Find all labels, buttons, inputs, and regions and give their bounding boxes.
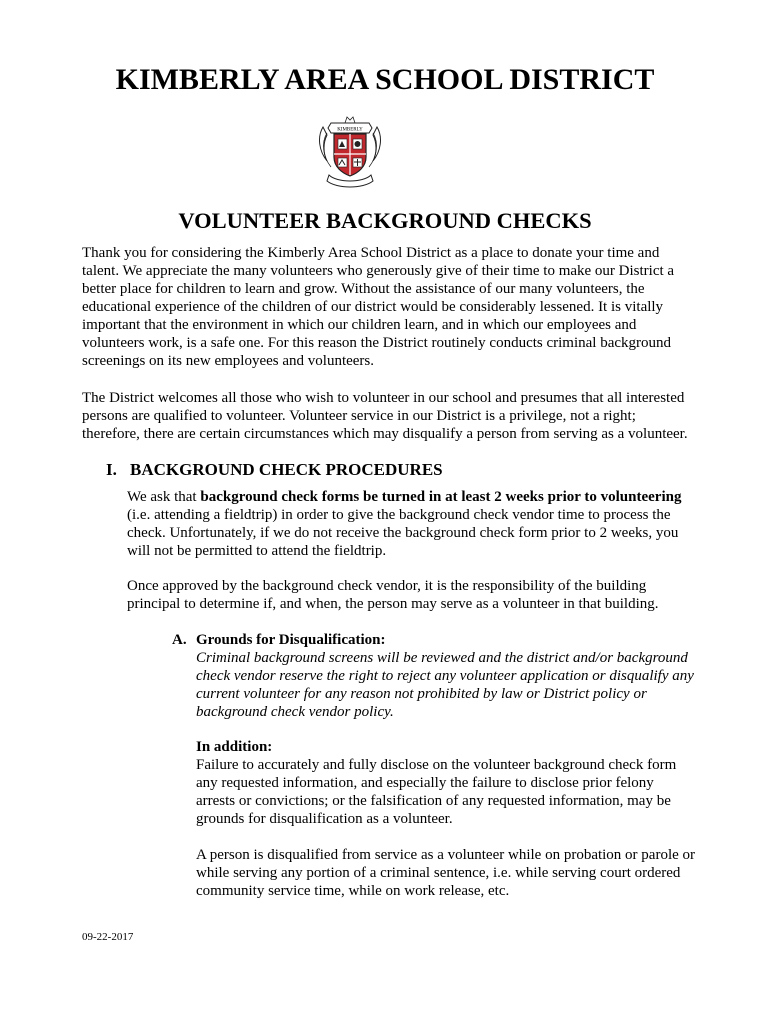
approval-paragraph: Once approved by the background check vendor, it is the responsibility of the building principal to determine if, and when, the person may serve as a volunteer in that building.	[127, 578, 659, 612]
addition-paragraph: Failure to accurately and fully disclose on the volunteer background check form any requested information, and especially the failure to disclose prior felony arrests or convictions; or the falsification of any requested information, may be grounds for disqualification as a volunteer.	[196, 757, 677, 827]
subsection-heading-text: Grounds for Disqualification:	[196, 632, 386, 648]
disqualification-policy-text: Criminal background screens will be reviewed and the district and/or background check vendor reserve the right to reject any volunteer application or disqualify any current volunteer for any reason not prohibited by law or District policy or background check vendor policy.	[196, 650, 694, 720]
procedure-emphasis: background check forms be turned in at least 2 weeks prior to volunteering	[200, 489, 682, 505]
subsection-number: A.	[172, 632, 187, 648]
page-title: KIMBERLY AREA SCHOOL DISTRICT	[115, 63, 655, 96]
footer-date: 09-22-2017	[82, 931, 134, 943]
procedure-paragraph	[127, 488, 692, 560]
document-title: VOLUNTEER BACKGROUND CHECKS	[178, 208, 592, 233]
subsection-heading	[172, 631, 385, 649]
addition-heading: In addition:	[196, 739, 273, 755]
crest-banner-text: KIMBERLY	[337, 127, 363, 133]
section-heading	[106, 458, 443, 482]
procedure-lead: We ask that	[127, 489, 201, 505]
procedure-rest: (i.e. attending a fieldtrip) in order to give the background check vendor time to process the check. Unfortunately, if we do not receive the background check form prior to 2 weeks, you will not be permitted to attend the fieldtrip.	[127, 507, 679, 559]
disqualified-paragraph: A person is disqualified from service as a volunteer while on probation or parole or while serving any portion of a criminal sentence, i.e. while serving court ordered community service time, while on work release, etc.	[196, 847, 696, 899]
district-crest-icon	[317, 113, 383, 189]
intro-paragraph: The District welcomes all those who wish to volunteer in our school and presumes that all interested persons are qualified to volunteer. Volunteer service in our District is a privilege, not a right; therefore, there are certain circumstances which may disqualify a person from serving as a volunteer.	[82, 390, 688, 442]
intro-paragraph: Thank you for considering the Kimberly Area School District as a place to donate your time and talent. We appreciate the many volunteers who generously give of their time to make our District a better place for children to learn and grow. Without the assistance of our many volunteers, the educational experience of the children of our district would be considerably lessened. It is vitally important that the environment in which our children learn, and in which our employees and volunteers work, is a safe one. For this reason the District routinely conducts criminal background screenings on its new employees and volunteers.	[82, 245, 675, 369]
section-number: I.	[106, 460, 117, 479]
section-heading-text: BACKGROUND CHECK PROCEDURES	[130, 460, 443, 479]
